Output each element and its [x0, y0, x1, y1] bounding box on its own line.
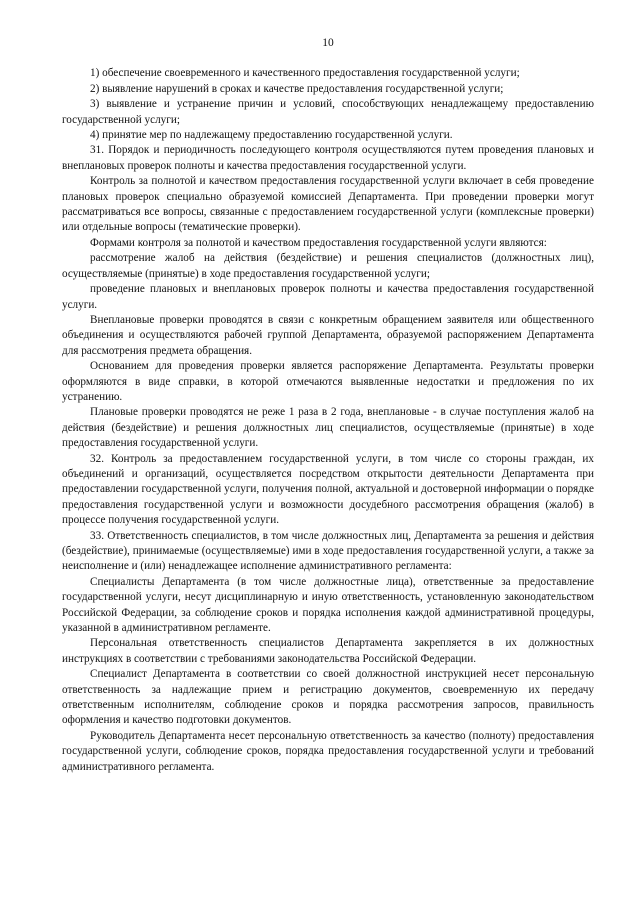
paragraph-clause-33: 33. Ответственность специалистов, в том числе должностных лиц, Департамента за решения и действия (бездействие), принимаемые (осуществляемые) ими в ходе предоставления государственной услуги, а также за неисполнение и (или) ненадлежащее исполнение административного регламента:: [62, 529, 594, 573]
paragraph-specialists-responsibility: Специалисты Департамента (в том числе должностные лица), ответственные за предоставление государственной услуги, несут дисциплинарную и иную ответственность, установленную законодательством Российской Федерации, за соблюдение сроков и порядка исполнения каждой административной процедуры, указанной в административном регламенте.: [62, 575, 594, 635]
paragraph-unplanned-inspections: Внеплановые проверки проводятся в связи с конкретным обращением заявителя или общественного объединения и осуществляются рабочей группой Департамента, образуемой распоряжением Департамента для рассмотрения предмета обращения.: [62, 313, 594, 357]
paragraph-planned-inspections: Плановые проверки проводятся не реже 1 раза в 2 года, внеплановые - в случае поступления жалоб на действия (бездействие) и решения должностных лиц специалистов, осуществляемые (принятые) в ходе предоставления государственной услуги.: [62, 406, 594, 450]
document-page: [62, 36, 594, 775]
paragraph-control-scope: Контроль за полнотой и качеством предоставления государственной услуги включает в себя проведение плановых проверок специально образуемой комиссией Департамента. При проведении проверки могут рассматриваться все вопросы, связанные с предоставлением государственной услуги (комплексные проверки) или отдельные вопросы (тематические проверки).: [62, 175, 594, 234]
paragraph-inspection-basis: Основанием для проведения проверки является распоряжение Департамента. Результаты проверки оформляются в виде справки, в которой отмечаются выявленные недостатки и предложения по их устранению.: [62, 360, 594, 403]
paragraph-item-2: 2) выявление нарушений в сроках и качестве предоставления государственной услуги;: [90, 82, 504, 95]
paragraph-personal-responsibility: Персональная ответственность специалистов Департамента закрепляется в их должностных инструкциях в соответствии с требованиями законодательства Российской Федерации.: [62, 637, 594, 665]
paragraph-complaints-review: рассмотрение жалоб на действия (бездействие) и решения специалистов (должностных лиц), осуществляемые (принятые) в ходе предоставления государственной услуги;: [62, 252, 594, 280]
paragraph-item-4: 4) принятие мер по надлежащему предоставлению государственной услуги.: [90, 129, 453, 142]
paragraph-item-1: 1) обеспечение своевременного и качественного предоставления государственной услуги;: [90, 67, 520, 80]
paragraph-control-forms: Формами контроля за полнотой и качеством предоставления государственной услуги являются:: [90, 236, 547, 249]
paragraph-item-3: 3) выявление и устранение причин и условий, способствующих ненадлежащему предоставлению государственной услуги;: [62, 98, 594, 126]
page-number: 10: [322, 37, 334, 49]
paragraph-clause-31: 31. Порядок и периодичность последующего контроля осуществляются путем проведения плановых и внеплановых проверок полноты и качества предоставления государственной услуги.: [62, 144, 594, 172]
paragraph-head-responsibility: Руководитель Департамента несет персональную ответственность за качество (полноту) предоставления государственной услуги, соблюдение сроков, порядка предоставления государственной услуги и требований административного регламента.: [62, 729, 594, 773]
paragraph-inspections: проведение плановых и внеплановых проверок полноты и качества предоставления государственной услуги.: [62, 283, 594, 311]
paragraph-clause-32: 32. Контроль за предоставлением государственной услуги, в том числе со стороны граждан, их объединений и организаций, осуществляется посредством открытости деятельности Департамента при предоставлении государственной услуги, получения полной, актуальной и достоверной информации о порядке предоставления государственной услуги и возможности досудебного рассмотрения обращения (жалоб) в процессе получения государственной услуги.: [62, 452, 594, 527]
paragraph-specialist-duties: Специалист Департамента в соответствии со своей должностной инструкцией несет персональную ответственность за надлежащие прием и регистрацию документов, своевременную их передачу ответственным исполнителям, соблюдение сроков и порядка рассмотрения запросов, правильность оформления и качество подготовки документов.: [62, 668, 594, 727]
